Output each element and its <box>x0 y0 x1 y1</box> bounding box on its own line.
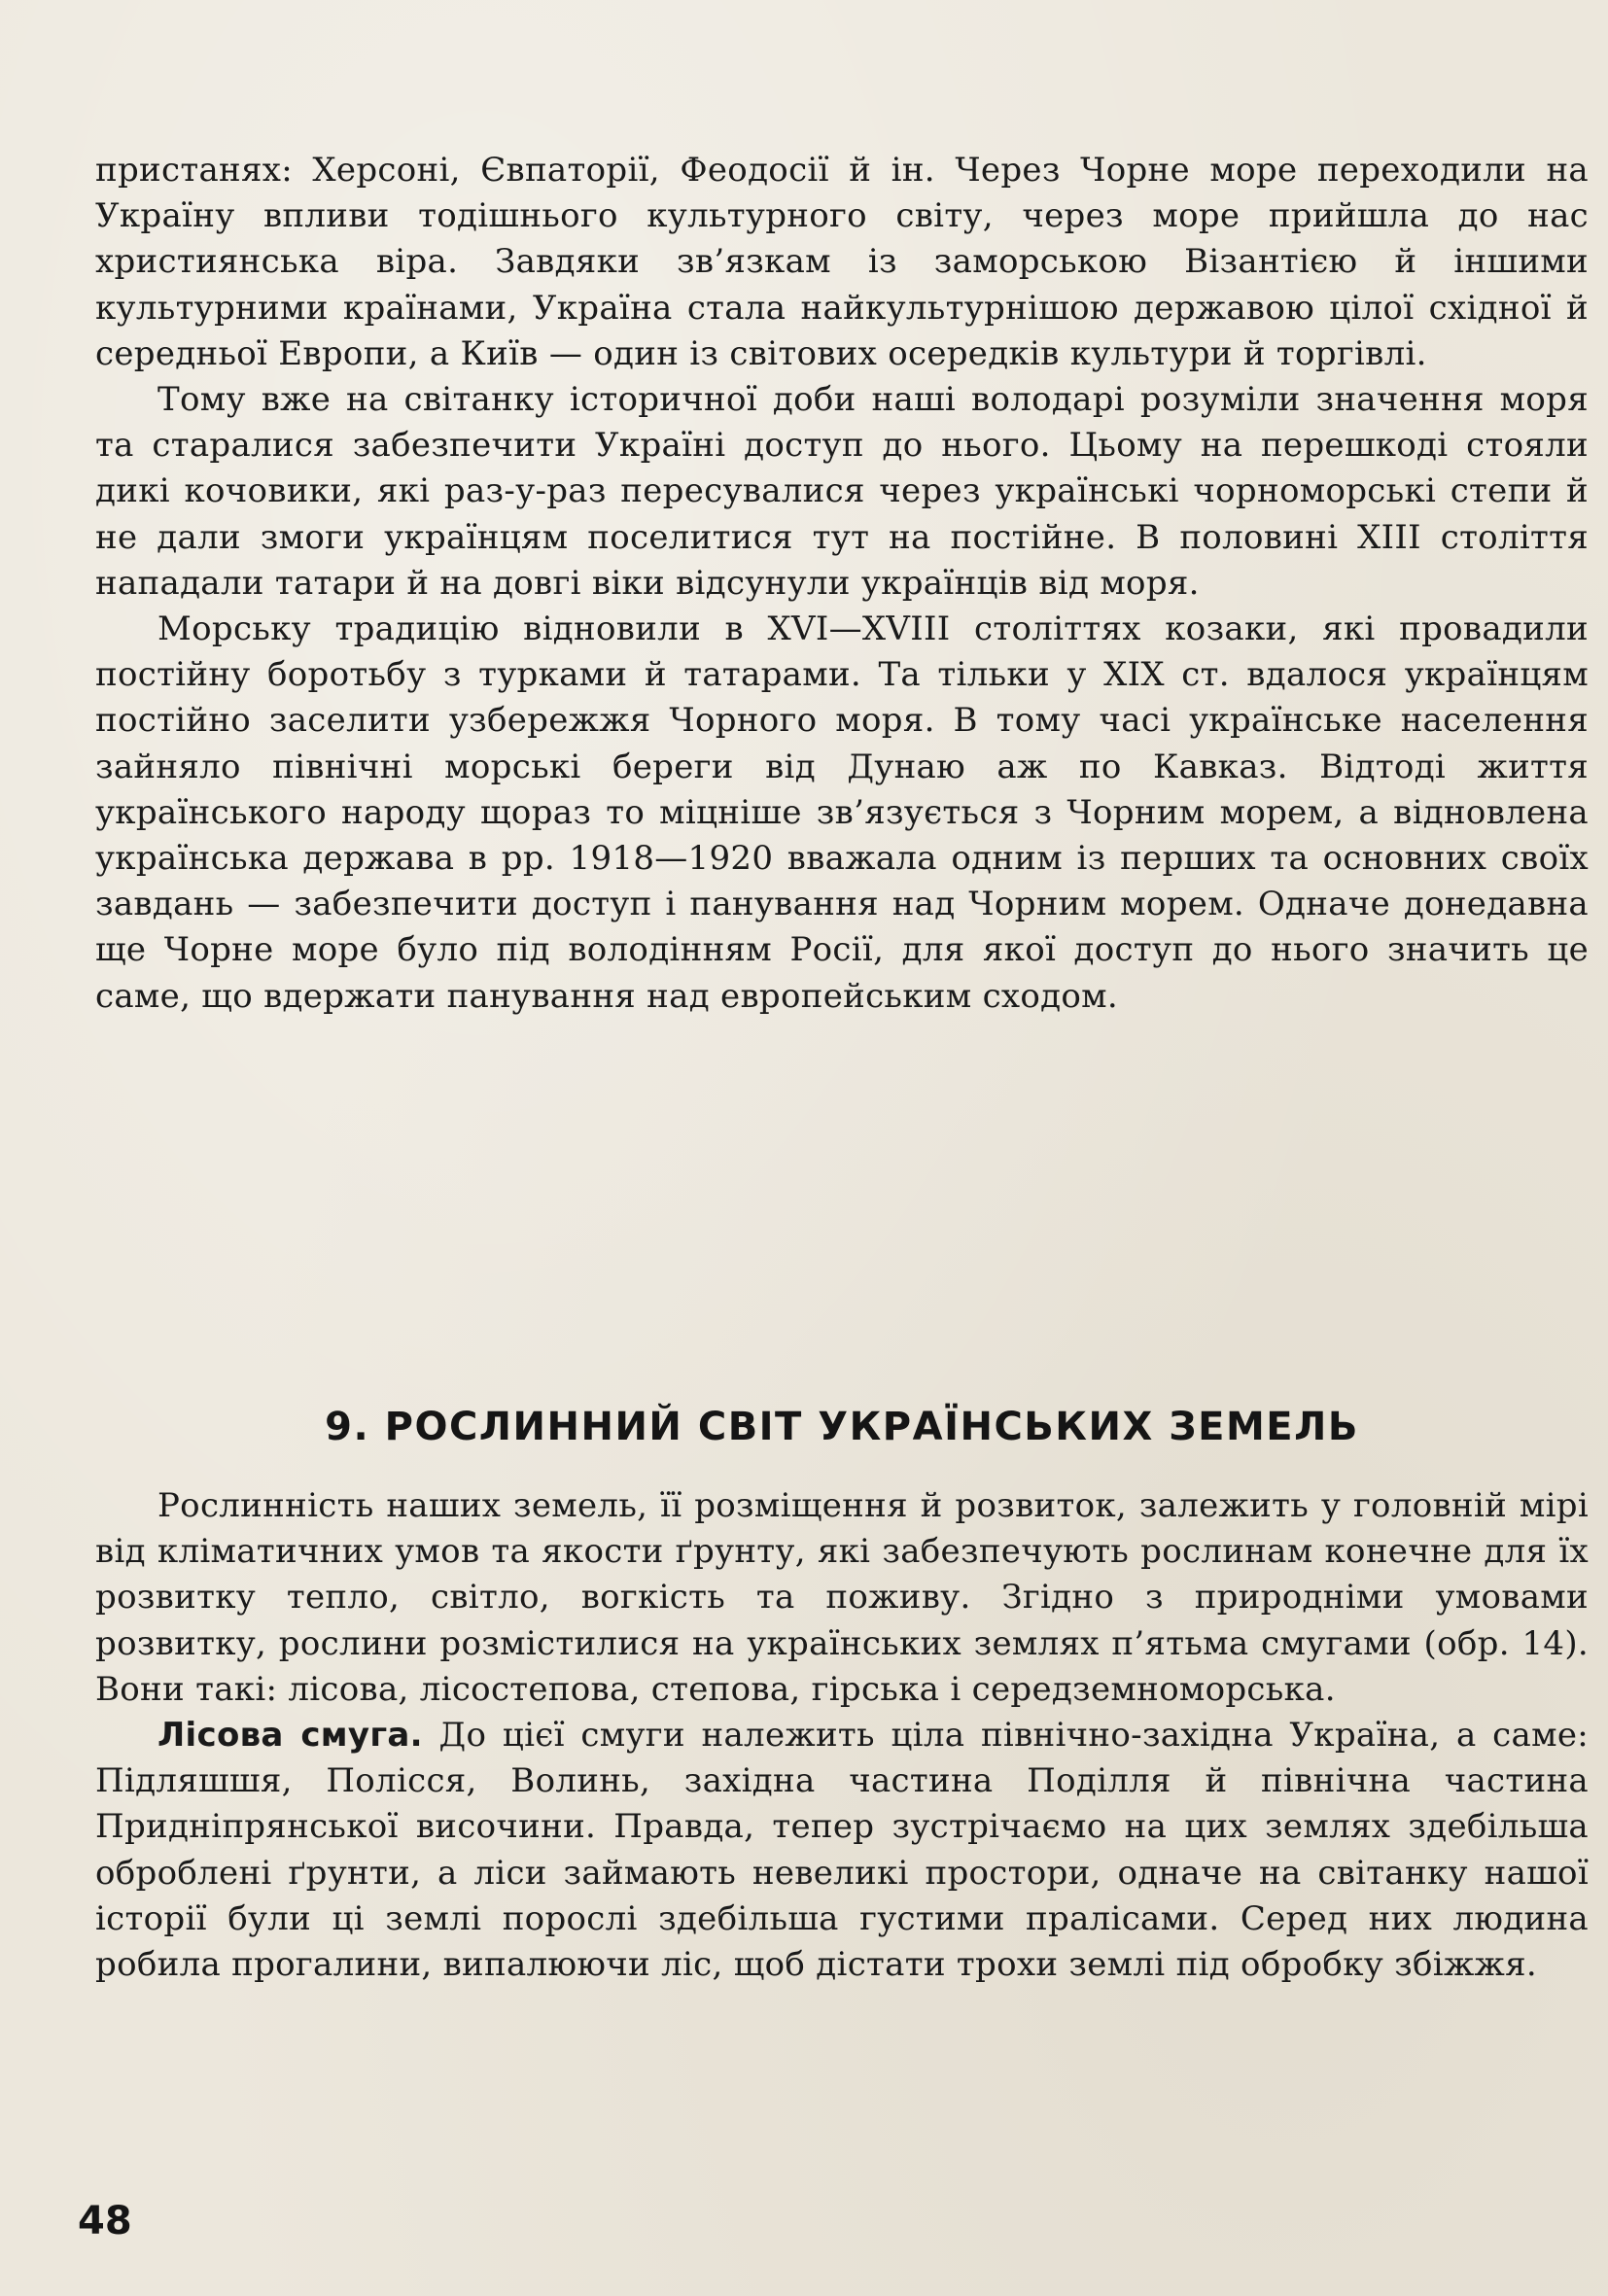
forest-belt-run-in: Лісова смуга. <box>157 1716 423 1756</box>
section-text <box>95 1483 1589 1988</box>
continuation-text <box>95 148 1589 1020</box>
paragraph-4: Рослинність наших земель, її розміщення й розвиток, залежить у головній мірі від кліматичних умов та якости ґрунту, які забезпечують рослинам конечне для їх розвитку тепло, світло, вогкість та поживу. Згідно з природніми умовами розвитку, рослини розмістилися на українських землях п’ятьма смугами (обр. 14). Вони такі: лісова, лісостепова, степова, гірська і середземноморська. <box>95 1486 1589 1709</box>
paragraph-3: Морську традицію відновили в XVI—XVIII століттях козаки, які провадили постійну боротьбу з турками й татарами. Та тільки у XIX ст. вдалося українцям постійно заселити узбережжя Чорного моря. В тому часі українське населення зайняло північні морські береги від Дунаю аж по Кавказ. Відтоді життя українського народу щораз то міцніше зв’язується з Чорним морем, а відновлена українська держава в рр. 1918—1920 вважала одним із перших та основних своїх завдань — забезпечити доступ і панування над Чорним морем. Одначе донедавна ще Чорне море було під володінням Росії, для якої доступ до нього значить це саме, що вдержати панування над европейським сходом. <box>95 609 1589 1016</box>
page-number: 48 <box>78 2199 132 2244</box>
paragraph-5 <box>95 1713 1589 1988</box>
forest-belt-text: До цієї смуги належить ціла північно-західна Україна, а саме: Підляшшя, Полісся, Волинь, західна частина Поділля й північна частина Придніпрянської височини. Правда, тепер зустрічаємо на цих землях здебільша оброблені ґрунти, а ліси займають невеликі простори, одначе на світанку нашої історії були ці землі порослі здебільша густими пралісами. Серед них людина робила прогалини, випалюючи ліс, щоб дістати трохи землі під обробку збіжжя. <box>95 1716 1590 1985</box>
section-heading: 9. РОСЛИННИЙ СВІТ УКРАЇНСЬКИХ ЗЕМЕЛЬ <box>325 1405 1359 1449</box>
paragraph-2: Тому вже на світанку історичної доби наші володарі розуміли значення моря та старалися забезпечити Україні доступ до нього. Цьому на перешкоді стояли дикі кочовики, які раз-у-раз пересувалися через українські чорноморські степи й не дали змоги українцям поселитися тут на постійне. В половині XIII століття нападали татари й на довгі віки відсунули українців від моря. <box>95 380 1589 603</box>
paragraph-1: пристанях: Херсоні, Євпаторії, Феодосії й ін. Через Чорне море переходили на Україну впливи тодішнього культурного світу, через море прийшла до нас християнська віра. Завдяки зв’язкам із заморською Візантією й іншими культурними країнами, Україна стала найкультурнішою державою цілої східної й середньої Европи, а Київ — один із світових осередків культури й торгівлі. <box>95 151 1589 373</box>
